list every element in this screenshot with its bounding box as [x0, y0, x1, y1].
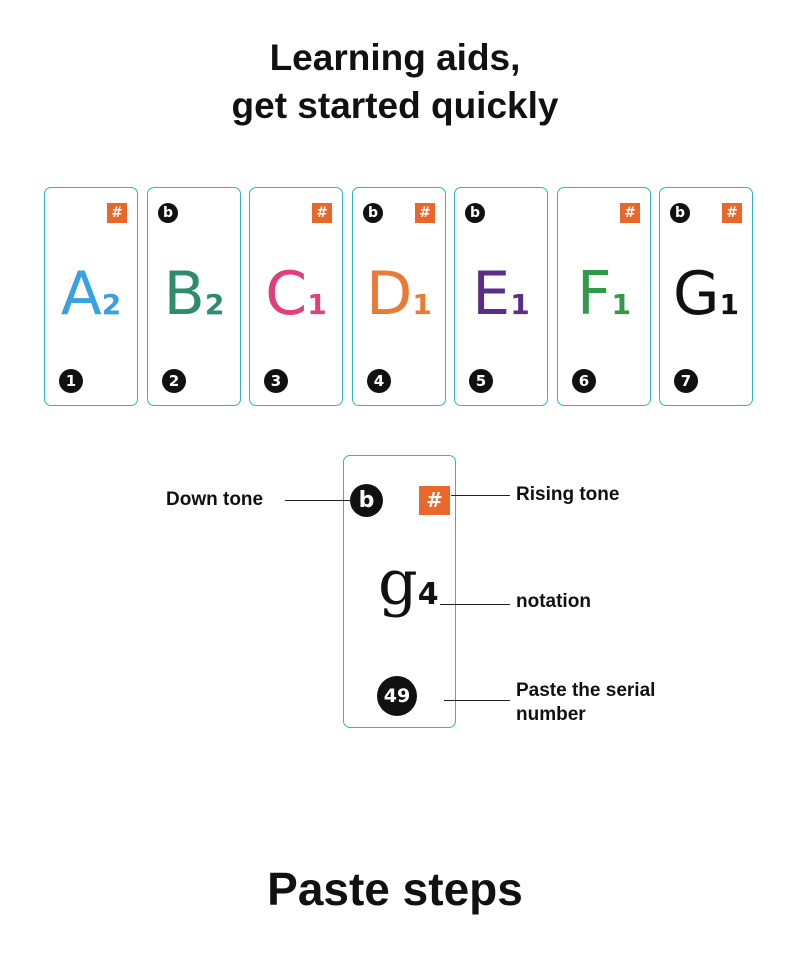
leader-notation — [440, 604, 510, 605]
note-letter: C — [265, 259, 308, 329]
demo-note-letter: g — [378, 546, 418, 619]
serial-badge: 7 — [674, 369, 698, 393]
sharp-icon: # — [312, 203, 332, 223]
flat-icon: b — [363, 203, 383, 223]
demo-serial-badge: 49 — [377, 676, 417, 716]
demo-note-octave: 4 — [417, 577, 439, 612]
note-card-e — [454, 187, 548, 406]
note-octave: 2 — [204, 288, 225, 321]
note-card-c — [249, 187, 343, 406]
note-card-a — [44, 187, 138, 406]
serial-badge: 2 — [162, 369, 186, 393]
label-serial — [516, 679, 655, 727]
note-label — [353, 258, 445, 330]
leader-rising-tone — [451, 495, 510, 496]
bottom-title: Paste steps — [267, 863, 523, 915]
sharp-icon: # — [415, 203, 435, 223]
flat-icon: b — [350, 484, 383, 517]
note-label — [558, 258, 650, 330]
note-label — [455, 258, 547, 330]
note-letter: G — [673, 259, 720, 329]
note-octave: 1 — [719, 288, 739, 321]
heading-line-2: get started quickly — [231, 85, 559, 126]
note-octave: 1 — [510, 288, 530, 321]
serial-badge: 4 — [367, 369, 391, 393]
label-serial-line-1: Paste the serial — [516, 680, 656, 701]
flat-icon: b — [670, 203, 690, 223]
note-letter: A — [60, 259, 102, 329]
serial-badge: 3 — [264, 369, 288, 393]
sharp-icon: # — [107, 203, 127, 223]
note-letter: E — [472, 259, 511, 329]
note-label — [45, 258, 137, 330]
flat-icon: b — [158, 203, 178, 223]
serial-badge: 5 — [469, 369, 493, 393]
serial-badge: 6 — [572, 369, 596, 393]
leader-down-tone — [285, 500, 353, 501]
note-label — [148, 258, 240, 330]
flat-icon: b — [465, 203, 485, 223]
label-serial-line-2: number — [516, 704, 586, 725]
demo-note-card — [343, 455, 456, 728]
label-notation: notation — [516, 591, 591, 612]
note-octave: 2 — [101, 288, 122, 321]
label-rising-tone: Rising tone — [516, 484, 620, 505]
note-card-g — [659, 187, 753, 406]
sharp-icon: # — [419, 486, 450, 515]
sharp-icon: # — [620, 203, 640, 223]
demo-notation — [378, 546, 439, 619]
note-label — [660, 258, 752, 330]
note-letter: F — [577, 259, 612, 329]
note-card-f — [557, 187, 651, 406]
note-letter: B — [163, 259, 205, 329]
sharp-icon: # — [722, 203, 742, 223]
heading-line-1: Learning aids, — [269, 37, 521, 78]
note-card-d — [352, 187, 446, 406]
note-octave: 1 — [412, 288, 432, 321]
note-octave: 1 — [307, 288, 327, 321]
leader-serial — [444, 700, 510, 701]
note-label — [250, 258, 342, 330]
note-letter: D — [366, 259, 413, 329]
note-octave: 1 — [611, 288, 631, 321]
label-down-tone: Down tone — [166, 489, 264, 510]
serial-badge: 1 — [59, 369, 83, 393]
note-card-b — [147, 187, 241, 406]
